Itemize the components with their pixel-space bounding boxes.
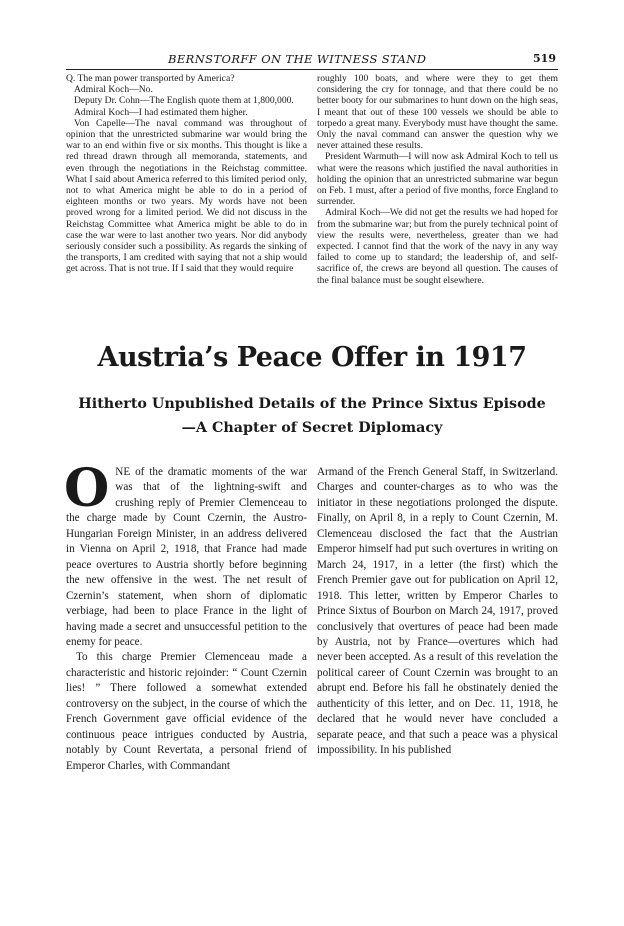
testimony-paragraph: Q. The man power transported by America? <box>66 73 235 84</box>
testimony-paragraph: Deputy Dr. Cohn—The English quote them at 1,800,000. <box>74 95 294 107</box>
testimony-paragraph: Admiral Koch—We did not get the results we had hoped for from the submarine war; but from the purely technical point of view the results were, nevertheless, greater than we had expected. I cannot find that the work of the navy in any way failed to come up to standard; the leadership of, and self-sacrifice of, the crews are beyond all question. The causes of the final balance must be sought elsewhere. <box>317 207 558 286</box>
article-left-column <box>64 458 307 774</box>
testimony-paragraph: Von Capelle—The naval command was throughout of opinion that the unrestricted submarine war would bring the war to an end within five or six months. This thought is like a red thread drawn through all memoranda, statements, and even through the negotiations in the Reichstag committee. What I said about America referred to this limited period only, not to what America might be able to do in a period of eighteen months or two years. My words have not been proved wrong for a limited period. We did not discuss in the Reichstag Committee what America might be able to do in case the war were to last another two years. Nor did anybody seriously consider such a possibility. As regards the sinking of the transports, I am credited with saying that not a ship would get across. That is not true. If I said that they would require <box>66 117 307 275</box>
article-subtitle <box>20 392 604 440</box>
subtitle-line-2: —A Chapter of Secret Diplomacy <box>181 420 443 436</box>
testimony-paragraph: Admiral Koch—I had estimated them higher. <box>74 106 248 118</box>
drop-cap: O <box>64 458 110 519</box>
testimony-left-column <box>66 73 307 275</box>
header-rule <box>66 69 558 70</box>
article-right-column <box>317 465 558 759</box>
article-title: Austria’s Peace Offer in 1917 <box>97 342 527 373</box>
testimony-paragraph: roughly 100 boats, and where were they to get them considering the cry for tonnage, and that there could be no better booty for our submarines to hunt down on the high seas, I meant that out of these 100 vessels we should be able to torpedo a great many. Everybody must have thought the same. Only the naval command can answer the question why we never attained these results. <box>317 73 558 152</box>
article-paragraph: NE of the dramatic moments of the war was that of the lightning-swift and crushing reply of Premier Clemenceau to the charge made by Count Czernin, the Austro-Hungarian Foreign Minister, in an address delivered in Vienna on April 2, 1918, that France had made peace overtures to Austria shortly before beginning the new offensive in the west. The net result of Czernin’s statement, when shorn of diplomatic verbiage, had been to place France in the light of having made a secret and unsuccessful petition to the enemy for peace. <box>66 466 307 648</box>
testimony-paragraph: President Warmuth—I will now ask Admiral Koch to tell us what were the reasons which justified the naval authorities in holding the opinion that an unrestricted submarine war begun on Feb. 1 must, after a period of five months, force England to surrender. <box>317 151 558 208</box>
testimony-right-column <box>317 73 558 286</box>
running-title: BERNSTORFF ON THE WITNESS STAND <box>168 52 427 66</box>
article-paragraph: To this charge Premier Clemenceau made a characteristic and historic rejoinder: “ Count Czernin lies! ” There followed a somewhat extended controversy on the subject, in the course of which the French Government gave official evidence of the continuous peace intrigues conducted by Austria, notably by Count Revertata, a personal friend of Emperor Charles, with Commandant <box>66 651 307 772</box>
article-paragraph: Armand of the French General Staff, in Switzerland. Charges and counter-charges as to who was the initiator in these negotiations prolonged the dispute. Finally, on April 8, in a reply to Count Czernin, M. Clemenceau disclosed the fact that the Austrian Emperor himself had put such overtures in writing on March 24, 1917, in a letter (the first) which the French Premier gave out for publication on April 12, 1918. This letter, written by Emperor Charles to Prince Sixtus of Bourbon on March 24, 1917, proved conclusively that overtures of peace had been made by Austria, not by France—overtures which had never been accepted. As a result of this revelation the political career of Count Czernin was brought to an abrupt end. Before his fall he obstinately denied the authenticity of this letter, and on Dec. 11, 1918, he declared that he would never have concluded a separate peace, and that such a peace was a physical impossibility. In his published <box>317 466 558 757</box>
subtitle-line-1: Hitherto Unpublished Details of the Prince Sixtus Episode <box>78 396 546 412</box>
page-header <box>66 52 556 66</box>
page-number: 519 <box>533 52 556 65</box>
testimony-paragraph: Admiral Koch—No. <box>74 84 153 96</box>
